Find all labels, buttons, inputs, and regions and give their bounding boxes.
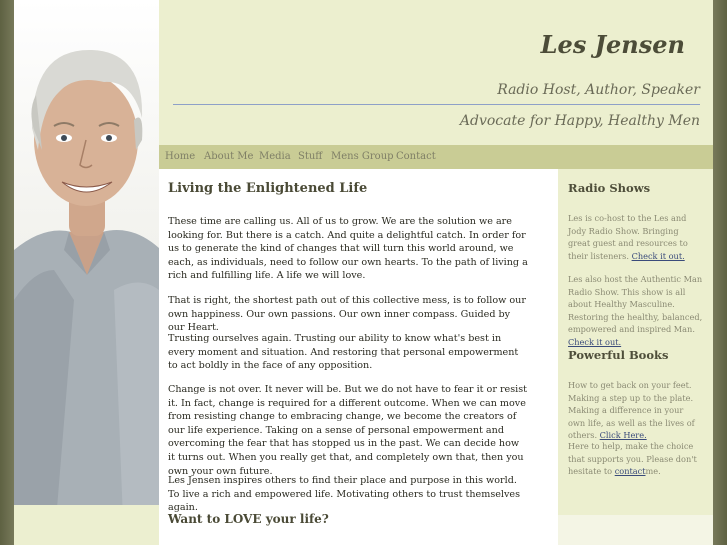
radio-shows-text-2: Les also host the Authentic Man Radio Show. This show is all about Healthy Masculine. Restoring the healthy, balanced, empowered and inspired Man. Check it out. [568, 274, 703, 347]
tagline-primary: Radio Host, Author, Speaker [497, 82, 700, 98]
article-paragraph: Trusting ourselves again. Trusting our ability to know what's best in every moment and situation. And restoring that personal empowerment to act boldly in the face of any opposition. [168, 333, 519, 372]
site-title: Les Jensen [540, 30, 685, 59]
article-paragraph: That is right, the shortest path out of this collective mess, is to follow our own happiness. Our own passions. Our own inner compass. Guided by our Heart. [168, 295, 526, 334]
radio-shows-heading: Radio Shows [568, 181, 651, 195]
page-frame-right [713, 0, 727, 545]
radio-check-it-out-link-2[interactable]: Check it out. [568, 336, 622, 347]
main-nav [159, 145, 713, 169]
contact-link[interactable]: contact [614, 466, 646, 477]
nav-stuff[interactable]: Stuff [298, 151, 323, 162]
radio-shows-text-1: Les is co-host to the Les and Jody Radio Show. Bringing great guest and resources to their listeners. Check it out. [568, 213, 688, 261]
portrait-illustration [14, 0, 159, 545]
article-title: Living the Enlightened Life [168, 181, 368, 196]
books-text-2: Here to help, make the choice that supports you. Please don't hesitate to contactme. [568, 441, 697, 477]
sidebar [558, 169, 713, 515]
tagline-secondary: Advocate for Happy, Healthy Men [459, 113, 700, 129]
books-click-here-link[interactable]: Click Here. [599, 430, 647, 441]
nav-about-me[interactable]: About Me [204, 151, 254, 162]
nav-home[interactable]: Home [165, 151, 196, 162]
site-header [159, 0, 713, 145]
article-paragraph: Les Jensen inspires others to find their place and purpose in this world. To live a rich and empowered life. Motivating others to trust themselves again. [168, 475, 521, 514]
article-paragraph: Change is not over. It never will be. But we do not have to fear it or resist it. In fact, change is required for a different outcome. When we can move from resisting change to embracing change, we become the creators of our life experience. Taking on a sense of personal empowerment and overcoming the fear that has stopped us in the past. We can decide how it turns out. When you really get that, and completely own that, then you own your own future. [168, 384, 527, 477]
nav-contact[interactable]: Contact [396, 151, 436, 162]
books-text-1: How to get back on your feet. Making a step up to the plate. Making a difference in your own life, as well as the lives of others. Click Here. [568, 380, 695, 441]
sidebar-footer-strip [558, 515, 713, 545]
radio-check-it-out-link-1[interactable]: Check it out. [631, 250, 685, 261]
main-content [159, 169, 558, 545]
article-subheading: Want to LOVE your life? [168, 512, 329, 526]
portrait-photo [14, 0, 159, 545]
page-frame-left [0, 0, 14, 545]
header-divider [173, 104, 700, 105]
nav-media[interactable]: Media [259, 151, 291, 162]
powerful-books-heading: Powerful Books [568, 348, 669, 362]
article-paragraph: These time are calling us. All of us to grow. We are the solution we are looking for. But there is a catch. And quite a delightful catch. In order for us to generate the kind of changes that will turn this world around, we each, as individuals, need to follow our own hearts. To the path of living a rich and fulfilling life. A life we will love. [168, 216, 528, 282]
nav-mens-group[interactable]: Mens Group [331, 151, 394, 162]
